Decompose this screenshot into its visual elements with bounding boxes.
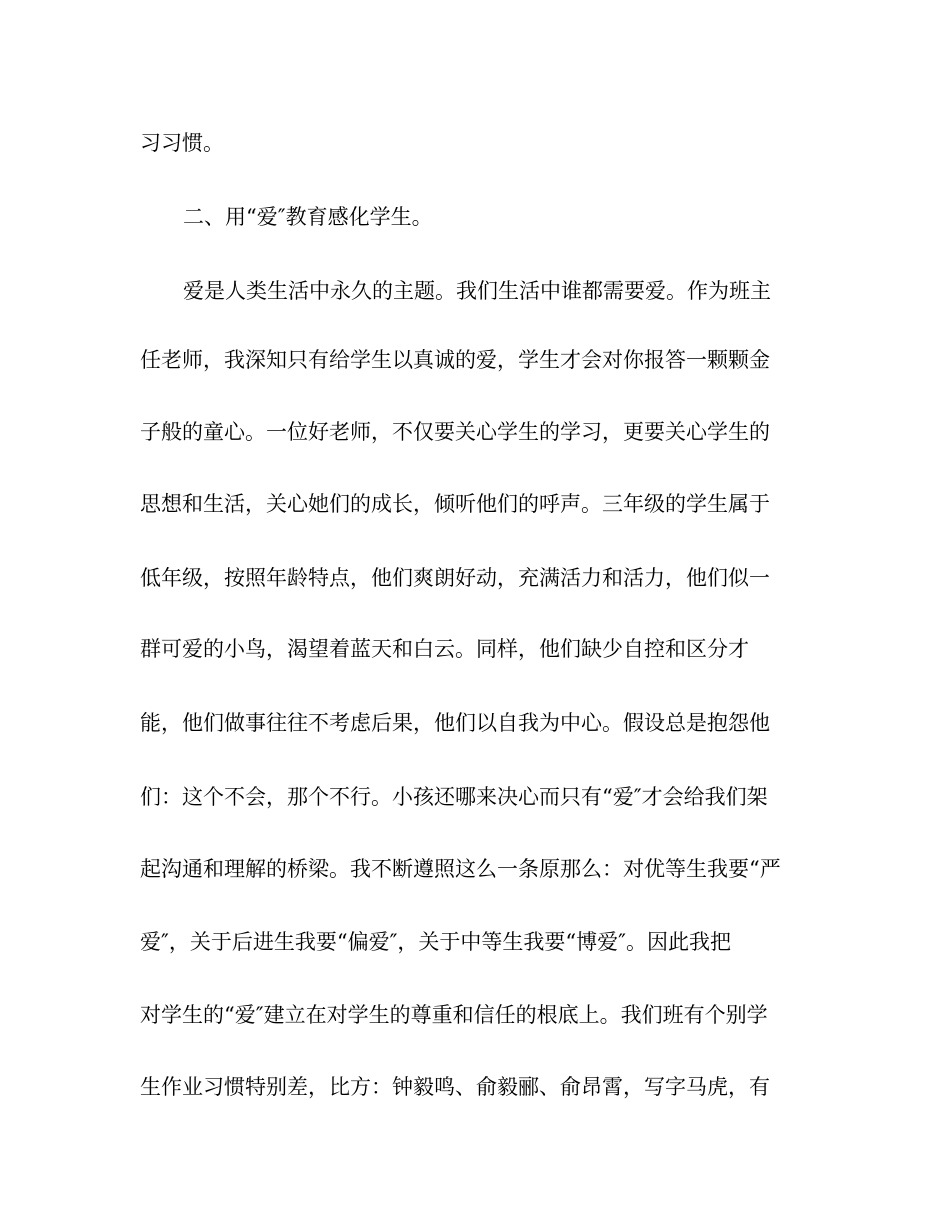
- paragraph-line-1: 爱是人类生活中永久的主题。我们生活中谁都需要爱。作为班主: [183, 279, 771, 303]
- paragraph-line-2: 任老师，我深知只有给学生以真诚的爱，学生才会对你报答一颗颗金: [140, 348, 770, 372]
- paragraph-line-10: 爱″，关于后进生我要“偏爱″，关于中等生我要“博爱″。因此我把: [140, 930, 732, 954]
- paragraph-line-3: 子般的童心。一位好老师，不仅要关心学生的学习，更要关心学生的: [140, 420, 770, 444]
- paragraph-line-4: 思想和生活，关心她们的成长，倾听他们的呼声。三年级的学生属于: [140, 492, 770, 516]
- paragraph-line-11: 对学生的“爱″建立在对学生的尊重和信任的根底上。我们班有个别学: [140, 1003, 768, 1027]
- section-heading: 二、用“爱″教育感化学生。: [183, 205, 433, 229]
- paragraph-line-12: 生作业习惯特别差，比方：钟毅鸣、俞毅郦、俞昂霄，写字马虎，有: [140, 1075, 770, 1099]
- paragraph-line-5: 低年级，按照年龄特点，他们爽朗好动，充满活力和活力，他们似一: [140, 566, 770, 590]
- paragraph-line-9: 起沟通和理解的桥梁。我不断遵照这么一条原那么：对优等生我要“严: [140, 857, 781, 881]
- paragraph-line-6: 群可爱的小鸟，渴望着蓝天和白云。同样，他们缺少自控和区分才: [140, 637, 749, 661]
- text-line-1: 习习惯。: [140, 131, 224, 155]
- paragraph-line-7: 能，他们做事往往不考虑后果，他们以自我为中心。假设总是抱怨他: [140, 711, 770, 735]
- paragraph-line-8: 们：这个不会，那个不行。小孩还哪来决心而只有“爱″才会给我们架: [140, 785, 768, 809]
